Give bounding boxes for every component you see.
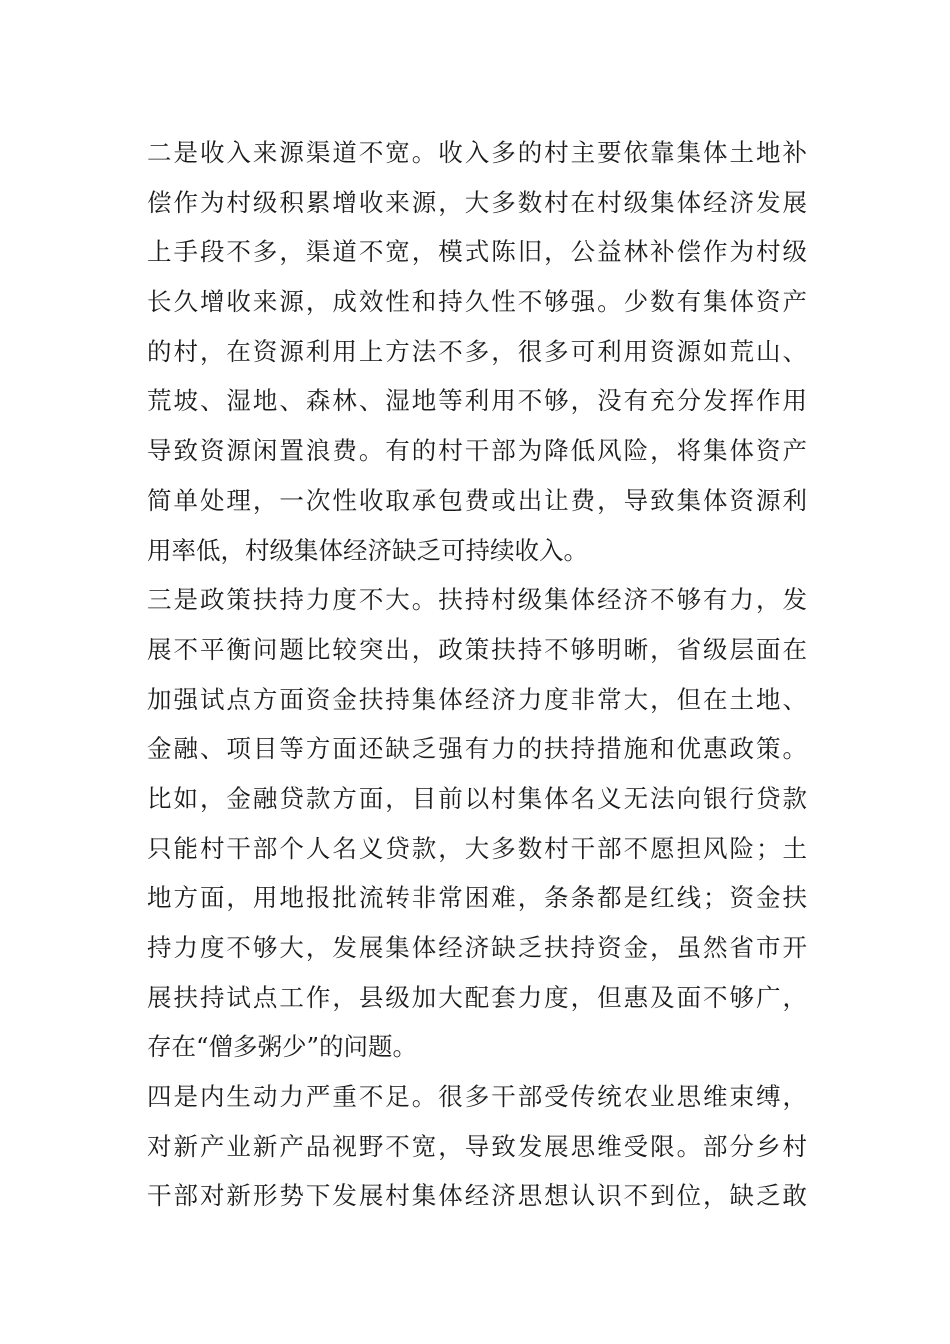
text-line: 展不平衡问题比较突出，政策扶持不够明晰，省级层面在 (147, 634, 807, 664)
text-line: 长久增收来源，成效性和持久性不够强。少数有集体资产 (147, 287, 807, 317)
text-line: 上手段不多，渠道不宽，模式陈旧，公益林补偿作为村级 (147, 237, 807, 267)
text-line: 导致资源闲置浪费。有的村干部为降低风险，将集体资产 (147, 436, 807, 466)
text-line: 只能村干部个人名义贷款，大多数村干部不愿担风险；土 (147, 833, 807, 863)
paragraph-policy-support (147, 575, 807, 1072)
text-line: 地方面，用地报批流转非常困难，条条都是红线；资金扶 (147, 883, 807, 913)
text-line: 持力度不够大，发展集体经济缺乏扶持资金，虽然省市开 (147, 933, 807, 962)
text-line: 二是收入来源渠道不宽。收入多的村主要依靠集体土地补 (147, 138, 807, 167)
text-line: 加强试点方面资金扶持集体经济力度非常大，但在土地、 (147, 684, 807, 714)
text-line: 四是内生动力严重不足。很多干部受传统农业思维束缚， (147, 1082, 807, 1112)
text-line: 比如，金融贷款方面，目前以村集体名义无法向银行贷款 (147, 783, 807, 813)
text-line: 展扶持试点工作，县级加大配套力度，但惠及面不够广， (147, 982, 807, 1012)
text-line: 金融、项目等方面还缺乏强有力的扶持措施和优惠政策。 (147, 734, 807, 764)
text-line: 三是政策扶持力度不大。扶持村级集体经济不够有力，发 (147, 585, 807, 615)
text-line: 用率低，村级集体经济缺乏可持续收入。 (147, 535, 588, 565)
text-line: 对新产业新产品视野不宽，导致发展思维受限。部分乡村 (147, 1131, 807, 1161)
text-line: 干部对新形势下发展村集体经济思想认识不到位，缺乏敢 (147, 1181, 807, 1211)
text-line: 荒坡、湿地、森林、湿地等利用不够，没有充分发挥作用 (147, 386, 807, 416)
document-page (147, 128, 807, 1221)
paragraph-income-channels (147, 128, 807, 575)
text-line: 偿作为村级积累增收来源，大多数村在村级集体经济发展 (147, 187, 807, 217)
text-line: 简单处理，一次性收取承包费或出让费，导致集体资源利 (147, 485, 807, 515)
text-line: 存在“僧多粥少”的问题。 (147, 1032, 418, 1062)
text-line: 的村，在资源利用上方法不多，很多可利用资源如荒山、 (147, 336, 807, 366)
paragraph-internal-motivation (147, 1072, 807, 1221)
